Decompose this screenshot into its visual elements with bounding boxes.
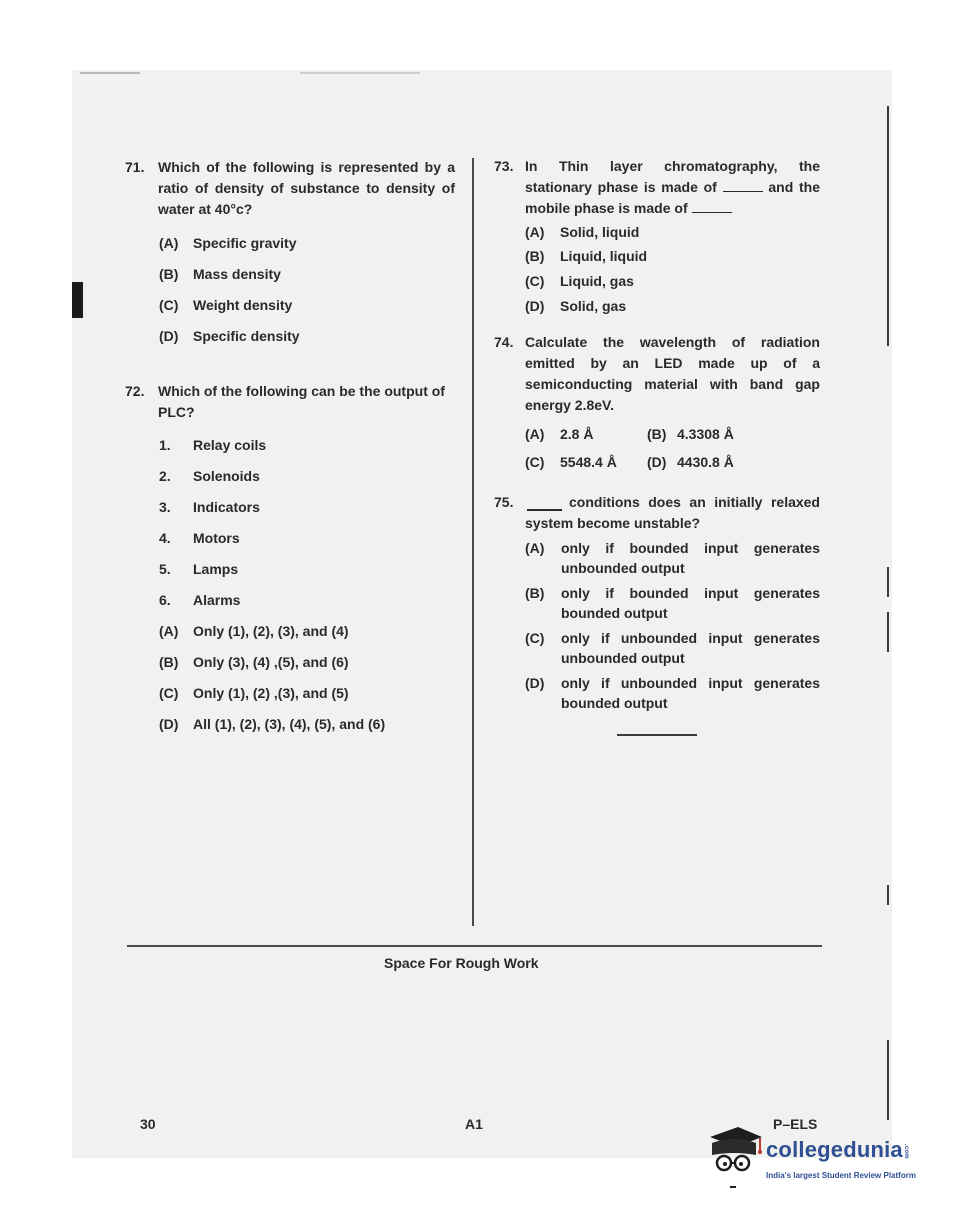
page-edge-line: [887, 885, 889, 905]
question-number: 73.: [494, 158, 514, 174]
collegedunia-logo: [704, 1121, 934, 1191]
question-number: 71.: [125, 159, 145, 175]
question-number: 74.: [494, 334, 514, 350]
logo-domain-mark: .com: [902, 1143, 909, 1159]
page-edge-line: [887, 106, 889, 346]
binding-mark: [72, 282, 83, 318]
page-edge-line: [887, 1040, 889, 1120]
page-edge-line: [887, 612, 889, 652]
answer-blank: [692, 200, 732, 213]
logo-wordmark: collegedunia.com: [766, 1137, 909, 1162]
paper-code: P–ELS: [773, 1116, 818, 1132]
answer-blank: [723, 179, 763, 192]
set-code: A1: [465, 1116, 483, 1132]
scan-artifact-line: [300, 72, 420, 74]
rough-work-divider: [127, 945, 822, 947]
question-stem: conditions does an initially relaxed system become unstable?: [525, 494, 820, 531]
column-divider: [472, 158, 474, 926]
question-number: 72.: [125, 383, 145, 399]
page-number: 30: [140, 1116, 156, 1132]
question-stem: Which of the following is represented by a ratio of density of substance to density of water at 40°c?: [158, 159, 455, 217]
page-edge-line: [887, 567, 889, 597]
question-number: 75.: [494, 494, 514, 510]
question-stem: Which of the following can be the output of PLC?: [158, 383, 445, 420]
rough-work-label: Space For Rough Work: [384, 955, 539, 971]
question-stem: In Thin layer chromatography, the stationary phase is made of and the mobile phase is made of: [525, 158, 821, 216]
scan-artifact-line: [80, 72, 140, 74]
mascot-icon: [704, 1121, 766, 1191]
logo-tagline: India's largest Student Review Platform: [766, 1171, 916, 1180]
section-end-rule: [617, 734, 697, 736]
answer-blank: [527, 509, 562, 511]
question-stem: Calculate the wavelength of radiation emitted by an LED made up of a semiconducting material with band gap energy 2.8eV.: [525, 334, 820, 413]
